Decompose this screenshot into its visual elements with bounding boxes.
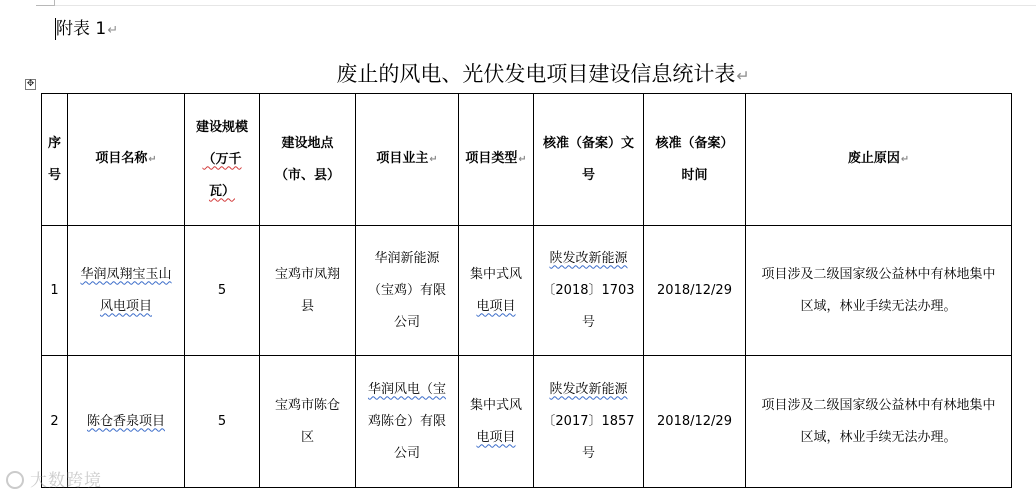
- cell-project-name[interactable]: 华润凤翔宝玉山 风电项目: [68, 226, 185, 356]
- cell-reason[interactable]: 项目涉及二级国家级公益林中有林地集中 区域，林业手续无法办理。: [746, 226, 1012, 356]
- watermark-logo-icon: [6, 471, 24, 489]
- page-top-edge: [55, 5, 1036, 6]
- project-table: [41, 93, 1012, 488]
- cell-seq[interactable]: 1: [42, 226, 68, 356]
- attachment-label[interactable]: 附表 1↵: [56, 19, 118, 39]
- paragraph-mark: ↵: [736, 66, 750, 85]
- header-seq[interactable]: 序 号: [42, 94, 68, 226]
- header-location[interactable]: 建设地点 （市、县）: [260, 94, 356, 226]
- paragraph-mark: ↵: [107, 23, 118, 38]
- cell-approval-doc[interactable]: 陕发改新能源 〔2017〕1857 号: [534, 356, 644, 488]
- cell-approval-time[interactable]: 2018/12/29: [644, 356, 746, 488]
- table-row: [42, 356, 1012, 488]
- cell-seq[interactable]: 2: [42, 356, 68, 488]
- table-move-handle-icon[interactable]: ✥: [26, 79, 35, 89]
- cell-project-name[interactable]: 陈仓香泉项目: [68, 356, 185, 488]
- cell-location[interactable]: 宝鸡市凤翔 县: [260, 226, 356, 356]
- watermark: 大数跨境: [6, 466, 102, 491]
- cell-owner[interactable]: 华润新能源 （宝鸡）有限 公司: [356, 226, 459, 356]
- header-reason[interactable]: 废止原因↵: [746, 94, 1012, 226]
- header-owner[interactable]: 项目业主↵: [356, 94, 459, 226]
- cell-approval-time[interactable]: 2018/12/29: [644, 226, 746, 356]
- table-header-row: [42, 94, 1012, 226]
- cell-reason[interactable]: 项目涉及二级国家级公益林中有林地集中 区域，林业手续无法办理。: [746, 356, 1012, 488]
- table-row: [42, 226, 1012, 356]
- document-title[interactable]: 废止的风电、光伏发电项目建设信息统计表↵: [336, 62, 750, 86]
- header-scale[interactable]: 建设规模 （万千 瓦）: [185, 94, 260, 226]
- cell-scale[interactable]: 5: [185, 226, 260, 356]
- crop-mark-horizontal: [36, 5, 54, 6]
- cell-approval-doc[interactable]: 陕发改新能源 〔2018〕1703 号: [534, 226, 644, 356]
- cell-type[interactable]: 集中式风 电项目: [459, 356, 534, 488]
- cell-scale[interactable]: 5: [185, 356, 260, 488]
- header-approval-doc[interactable]: 核准（备案）文 号: [534, 94, 644, 226]
- header-approval-time[interactable]: 核准（备案） 时间: [644, 94, 746, 226]
- cell-owner[interactable]: 华润风电（宝 鸡陈仓）有限 公司: [356, 356, 459, 488]
- cell-location[interactable]: 宝鸡市陈仓 区: [260, 356, 356, 488]
- header-project-name[interactable]: 项目名称↵: [68, 94, 185, 226]
- cell-type[interactable]: 集中式风 电项目: [459, 226, 534, 356]
- header-type[interactable]: 项目类型↵: [459, 94, 534, 226]
